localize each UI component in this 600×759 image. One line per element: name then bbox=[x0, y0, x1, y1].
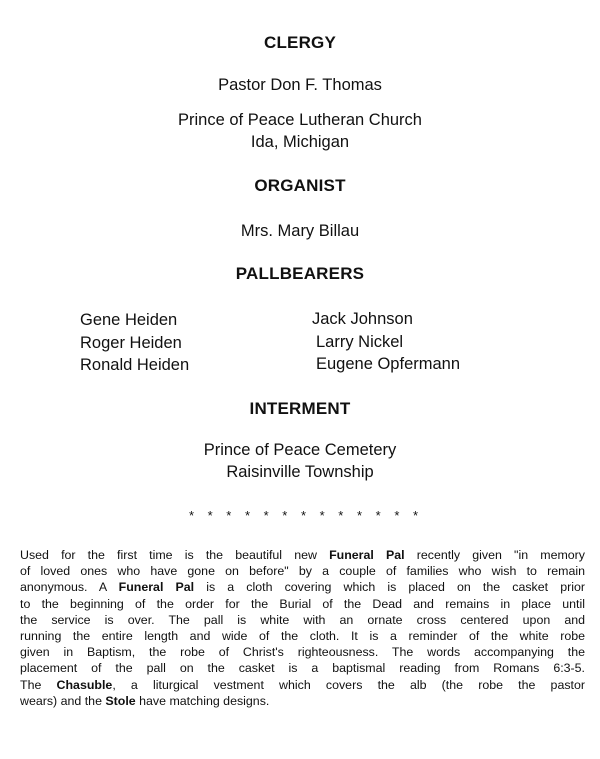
paragraph-text: is a cloth covering which is placed on the casket prior bbox=[194, 580, 585, 595]
pallbearers-heading: PALLBEARERS bbox=[235, 264, 365, 283]
clergy-heading: CLERGY bbox=[263, 33, 337, 52]
paragraph-text: , a liturgical vestment which covers the alb (the robe the pastor bbox=[112, 677, 585, 692]
church-name: Prince of Peace Lutheran Church bbox=[178, 111, 422, 129]
paragraph-text: anonymous. A bbox=[20, 580, 119, 595]
interment-heading: INTERMENT bbox=[249, 399, 351, 418]
pallbearer-name: Ronald Heiden bbox=[80, 356, 190, 374]
bold-term: Funeral Pal bbox=[329, 548, 405, 562]
pallbearer-name: Larry Nickel bbox=[316, 333, 404, 351]
organist-name: Mrs. Mary Billau bbox=[240, 222, 360, 240]
funeral-pall-paragraph bbox=[20, 547, 585, 709]
pallbearer-name: Roger Heiden bbox=[80, 334, 182, 352]
paragraph-text: wears) and the bbox=[20, 693, 106, 708]
cemetery-name: Prince of Peace Cemetery bbox=[203, 441, 397, 459]
star-separator: * * * * * * * * * * * * * bbox=[188, 508, 424, 523]
bold-term: Chasuble bbox=[56, 677, 113, 692]
pastor-name: Pastor Don F. Thomas bbox=[218, 76, 382, 94]
bold-term: Stole bbox=[105, 693, 136, 708]
paragraph-line bbox=[20, 579, 585, 595]
paragraph-text: The bbox=[20, 677, 57, 692]
paragraph-line: the service is over. The pall is white with an ornate cross centered upon and bbox=[20, 612, 585, 627]
paragraph-line bbox=[20, 547, 585, 563]
paragraph-line: running the entire length and wide of the cloth. It is a reminder of the white robe bbox=[20, 629, 585, 644]
church-location: Ida, Michigan bbox=[250, 133, 350, 151]
township-name: Raisinville Township bbox=[226, 463, 374, 481]
organist-heading: ORGANIST bbox=[254, 176, 346, 195]
pallbearer-name: Jack Johnson bbox=[312, 310, 413, 328]
pallbearer-name: Eugene Opfermann bbox=[316, 355, 461, 373]
paragraph-text: Used for the first time is the beautiful new bbox=[20, 548, 330, 562]
paragraph-line: to the beginning of the order for the Burial of the Dead and remains in place until bbox=[20, 596, 585, 611]
pallbearer-name: Gene Heiden bbox=[80, 311, 178, 329]
paragraph-text: have matching designs. bbox=[135, 693, 270, 708]
paragraph-line bbox=[20, 677, 585, 693]
paragraph-line: given in Baptism, the robe of Christ's righteousness. The words accompanying the bbox=[20, 645, 585, 660]
paragraph-text: recently given "in memory bbox=[404, 548, 585, 562]
paragraph-line bbox=[20, 693, 585, 709]
paragraph-line: placement of the pall on the casket is a baptismal reading from Romans 6:3-5. bbox=[20, 661, 585, 676]
bold-term: Funeral Pal bbox=[118, 580, 195, 595]
paragraph-line: of loved ones who have gone on before" by a couple of families who wish to remain bbox=[20, 564, 585, 579]
